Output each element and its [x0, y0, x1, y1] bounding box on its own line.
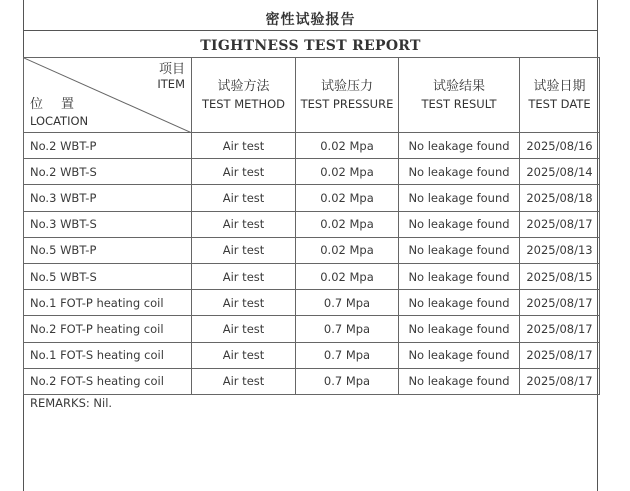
report-title-en: TIGHTNESS TEST REPORT [200, 38, 421, 54]
pressure-cell: 0.02 Mpa [296, 263, 399, 289]
pressure-cell: 0.7 Mpa [296, 342, 399, 368]
pressure-header-cn: 试验压力 [320, 79, 373, 94]
date-cell: 2025/08/17 [520, 316, 600, 342]
table-row [24, 316, 600, 342]
table-row [24, 185, 600, 211]
date-header-cn: 试验日期 [533, 79, 586, 94]
method-cell: Air test [192, 368, 296, 394]
method-cell: Air test [192, 290, 296, 316]
pressure-cell: 0.7 Mpa [296, 368, 399, 394]
item-header [157, 62, 185, 92]
table-row [24, 237, 600, 263]
pressure-cell: 0.02 Mpa [296, 159, 399, 185]
table-row [24, 263, 600, 289]
result-cell: No leakage found [399, 342, 520, 368]
result-header-en: TEST RESULT [421, 97, 497, 111]
location-header [30, 97, 92, 129]
method-cell: Air test [192, 316, 296, 342]
location-cell: No.5 WBT-S [24, 263, 192, 289]
location-header-en: LOCATION [30, 114, 89, 128]
method-cell: Air test [192, 211, 296, 237]
method-cell: Air test [192, 237, 296, 263]
date-cell: 2025/08/18 [520, 185, 600, 211]
pressure-cell: 0.02 Mpa [296, 133, 399, 159]
pressure-header-en: TEST PRESSURE [300, 97, 394, 111]
date-cell: 2025/08/15 [520, 263, 600, 289]
method-cell: Air test [192, 185, 296, 211]
item-location-header [24, 58, 192, 133]
result-cell: No leakage found [399, 263, 520, 289]
location-cell: No.1 FOT-S heating coil [24, 342, 192, 368]
result-cell: No leakage found [399, 159, 520, 185]
date-cell: 2025/08/16 [520, 133, 600, 159]
result-header [399, 58, 520, 133]
result-cell: No leakage found [399, 316, 520, 342]
method-cell: Air test [192, 133, 296, 159]
date-cell: 2025/08/14 [520, 159, 600, 185]
date-cell: 2025/08/17 [520, 290, 600, 316]
location-cell: No.5 WBT-P [24, 237, 192, 263]
location-cell: No.2 WBT-P [24, 133, 192, 159]
pressure-cell: 0.02 Mpa [296, 237, 399, 263]
result-cell: No leakage found [399, 368, 520, 394]
test-results-table [23, 57, 600, 395]
pressure-cell: 0.7 Mpa [296, 290, 399, 316]
method-cell: Air test [192, 159, 296, 185]
date-header-en: TEST DATE [528, 97, 591, 111]
date-cell: 2025/08/17 [520, 342, 600, 368]
pressure-cell: 0.02 Mpa [296, 211, 399, 237]
location-header-cn: 位置 [30, 97, 93, 112]
pressure-header [296, 58, 399, 133]
method-cell: Air test [192, 342, 296, 368]
result-cell: No leakage found [399, 133, 520, 159]
location-cell: No.2 FOT-S heating coil [24, 368, 192, 394]
item-header-cn: 项目 [158, 62, 185, 77]
result-cell: No leakage found [399, 185, 520, 211]
location-cell: No.2 WBT-S [24, 159, 192, 185]
table-row [24, 133, 600, 159]
method-header-en: TEST METHOD [201, 97, 286, 111]
pressure-cell: 0.02 Mpa [296, 185, 399, 211]
report-sheet [23, 0, 598, 491]
report-title-cn: 密性试验报告 [265, 12, 356, 28]
table-header-row [24, 58, 600, 133]
table-row [24, 211, 600, 237]
method-cell: Air test [192, 263, 296, 289]
result-cell: No leakage found [399, 211, 520, 237]
result-cell: No leakage found [399, 290, 520, 316]
item-header-en: ITEM [157, 77, 185, 91]
location-cell: No.3 WBT-S [24, 211, 192, 237]
table-row [24, 342, 600, 368]
date-cell: 2025/08/17 [520, 211, 600, 237]
pressure-cell: 0.7 Mpa [296, 316, 399, 342]
date-header [520, 58, 600, 133]
table-row [24, 368, 600, 394]
date-cell: 2025/08/17 [520, 368, 600, 394]
method-header [192, 58, 296, 133]
table-row [24, 290, 600, 316]
table-row [24, 159, 600, 185]
result-cell: No leakage found [399, 237, 520, 263]
result-header-cn: 试验结果 [432, 79, 485, 94]
location-cell: No.3 WBT-P [24, 185, 192, 211]
location-cell: No.1 FOT-P heating coil [24, 290, 192, 316]
method-header-cn: 试验方法 [217, 79, 270, 94]
location-cell: No.2 FOT-P heating coil [24, 316, 192, 342]
date-cell: 2025/08/13 [520, 237, 600, 263]
remarks-text: REMARKS: Nil. [30, 396, 113, 410]
title-divider [24, 30, 597, 31]
